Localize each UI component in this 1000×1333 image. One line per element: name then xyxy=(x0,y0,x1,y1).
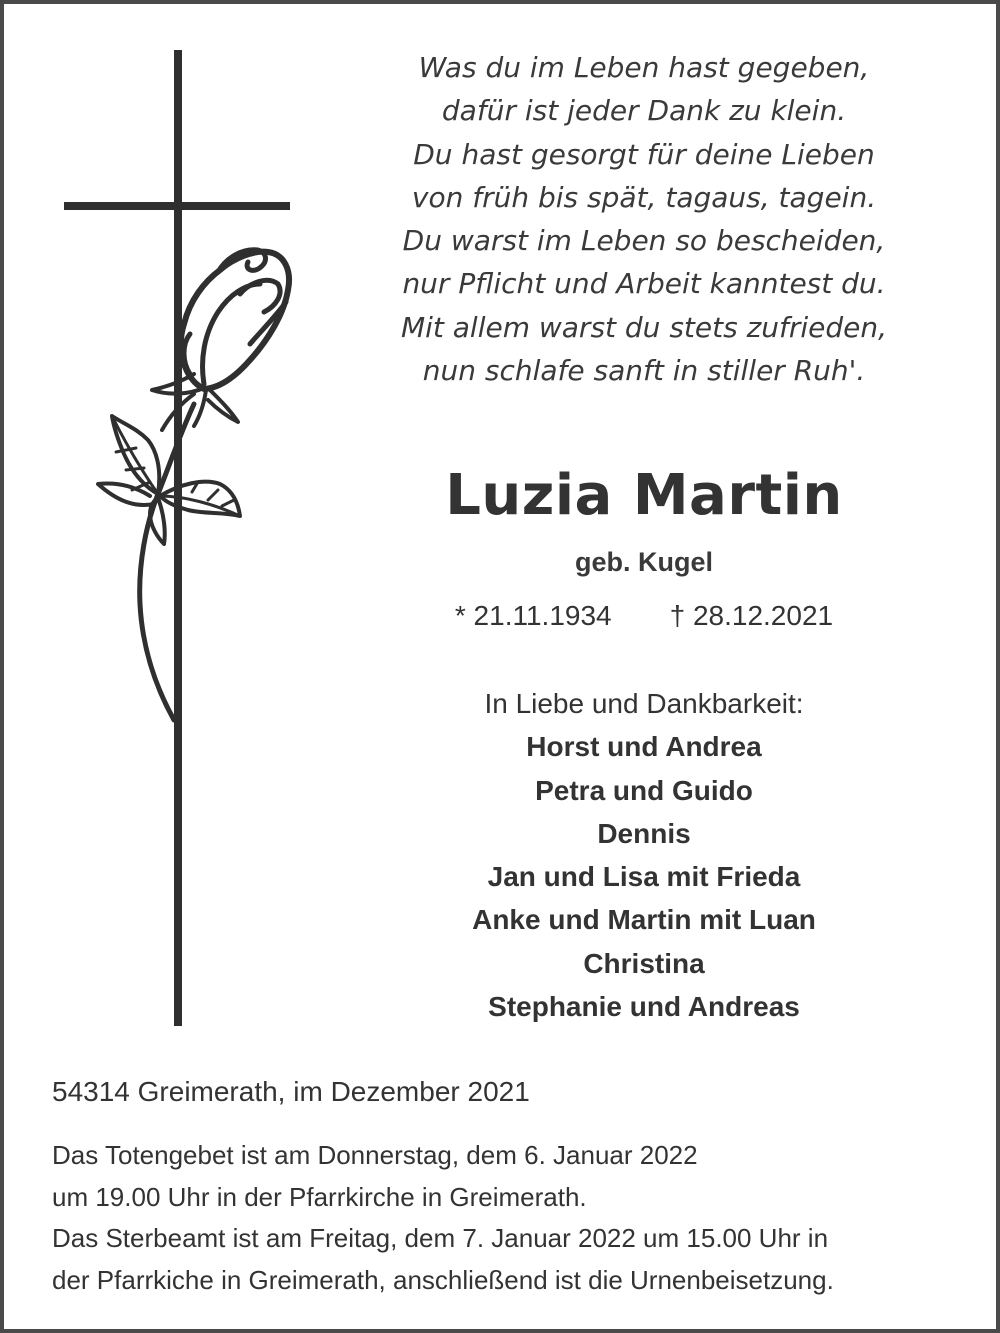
mourner-name: Petra und Guido xyxy=(535,774,753,806)
service-info-line: um 19.00 Uhr in der Pfarrkirche in Greimerath. xyxy=(52,1181,587,1212)
birth-date: * 21.11.1934 xyxy=(454,600,612,631)
mourner-name: Anke und Martin mit Luan xyxy=(472,904,816,936)
life-dates xyxy=(374,594,914,638)
place-date: 54314 Greimerath, im Dezember 2021 xyxy=(52,1076,530,1107)
cross-rose-illustration xyxy=(54,44,314,1034)
service-info-line: der Pfarrkiche in Greimerath, anschließend ist die Urnenbeisetzung. xyxy=(52,1264,834,1295)
poem-line: von früh bis spät, tagaus, tagein. xyxy=(411,180,877,214)
maiden-name: geb. Kugel xyxy=(574,547,713,577)
service-info-line: Das Totengebet ist am Donnerstag, dem 6. Januar 2022 xyxy=(52,1140,698,1170)
service-info-line: Das Sterbeamt ist am Freitag, dem 7. Januar 2022 um 15.00 Uhr in xyxy=(52,1223,829,1253)
poem-line: Was du im Leben hast gegeben, xyxy=(418,51,870,84)
death-date: † 28.12.2021 xyxy=(669,600,834,631)
mourner-name: Horst und Andrea xyxy=(526,731,762,763)
mourner-name: Jan und Lisa mit Frieda xyxy=(487,861,801,893)
rose-icon xyxy=(98,250,289,720)
mourners-intro: In Liebe und Dankbarkeit: xyxy=(484,688,804,719)
mourner-name: Christina xyxy=(583,947,705,979)
poem-line: Du warst im Leben so bescheiden, xyxy=(402,224,886,258)
cross-icon xyxy=(64,50,290,1026)
memorial-poem xyxy=(374,46,914,392)
poem-line: Mit allem warst du stets zufrieden, xyxy=(400,310,888,344)
mourner-name: Dennis xyxy=(597,817,691,849)
mourners-list xyxy=(374,682,914,1028)
poem-line: nur Pflicht und Arbeit kanntest du. xyxy=(402,267,886,301)
poem-line: dafür ist jeder Dank zu klein. xyxy=(441,94,847,128)
poem-line: nun schlafe sanft in stiller Ruh'. xyxy=(422,354,866,388)
service-info xyxy=(52,1135,972,1301)
poem-line: Du hast gesorgt für deine Lieben xyxy=(413,137,875,171)
deceased-name: Luzia Martin xyxy=(445,463,843,528)
mourner-name: Stephanie und Andreas xyxy=(488,991,800,1023)
